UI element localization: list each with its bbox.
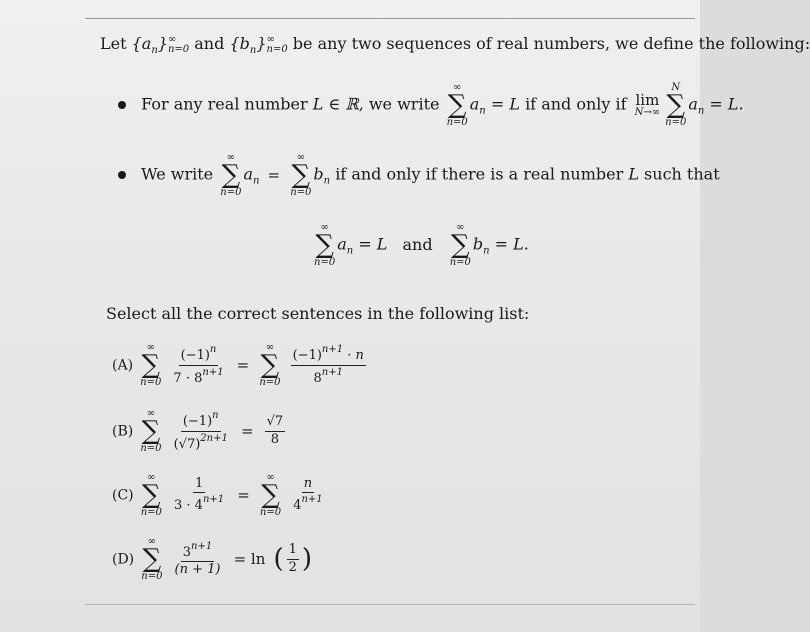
fraction: $\frac{1}{2}$: [288, 542, 297, 575]
intro-suffix: be any two sequences of real numbers, we define the following:: [292, 34, 810, 53]
fraction: $\frac{1}{3 \cdot 4^{n+1}}$: [174, 475, 225, 513]
bullet-dot-icon: [118, 101, 126, 109]
bullet2-L: L: [628, 164, 639, 184]
fraction: $\frac{3^{n+1}}{(n + 1)}$: [174, 540, 221, 577]
option-c[interactable]: (C) ∞ ∑ n=0 $\frac{1}{3 \cdot 4^{n+1}}$ = ∞ ∑ n=0 $\frac{n}{4^{n+1}}$: [112, 472, 323, 518]
sum-symbol: N ∑ n=0: [665, 82, 687, 128]
seq-a: $\{a_n\}$ ∞ n=0: [131, 33, 190, 56]
sum-symbol: ∞ ∑ n=0: [140, 472, 162, 518]
intro-and: and: [194, 34, 225, 53]
bullet2-text-3: such that: [644, 164, 720, 184]
display-equation: ∞ ∑ n=0 $a_n = L$ and ∞ ∑ n=0 $b_n = L$.: [314, 222, 529, 268]
intro-prefix: Let: [100, 34, 127, 53]
bullet2-text-2: if and only if there is a real number: [335, 164, 624, 184]
sum-symbol: ∞ ∑ n=0: [314, 222, 336, 268]
bullet1-text-2: , we write: [358, 94, 440, 114]
bullet1-text-1: For any real number: [141, 94, 308, 114]
bullet1-L-in-R: L ∈ ℝ: [312, 94, 359, 114]
option-b-label[interactable]: (B): [112, 423, 134, 440]
bullet-definition-2: We write ∞ ∑ n=0 $a_n$ = ∞ ∑ n=0 $b_n$ if and only if there is a real number L such that: [118, 152, 720, 198]
intro-line: [100, 34, 810, 56]
instruction-text: Select all the correct sentences in the following list:: [106, 304, 530, 323]
bullet1-eq-L: = L: [490, 94, 520, 114]
sum-symbol: ∞ ∑ n=0: [140, 408, 162, 454]
bottom-rule: [85, 604, 695, 605]
option-d-label[interactable]: (D): [112, 551, 135, 568]
fraction: $\frac{√7}{8}$: [266, 414, 284, 447]
fraction: $\frac{(-1)^n}{(√7)^{2n+1}}$: [173, 410, 228, 452]
fraction: $\frac{(-1)^n}{7 \cdot 8^{n+1}}$: [173, 344, 224, 386]
sum-symbol: ∞ ∑ n=0: [446, 82, 468, 128]
seq-b: $\{b_n\}$ ∞ n=0: [229, 33, 288, 56]
limit-operator: lim N→∞: [634, 90, 661, 118]
sum-symbol: ∞ ∑ n=0: [449, 222, 471, 268]
bullet-dot-icon: [118, 171, 126, 179]
sum-symbol: ∞ ∑ n=0: [259, 342, 281, 388]
fraction: $\frac{n}{4^{n+1}}$: [293, 475, 323, 513]
right-paren: ): [301, 544, 313, 574]
fraction: $\frac{(-1)^{n+1} \cdot n}{8^{n+1}}$: [292, 344, 364, 386]
sum-symbol: ∞ ∑ n=0: [141, 536, 163, 582]
option-b[interactable]: (B) ∞ ∑ n=0 $\frac{(-1)^n}{(√7)^{2n+1}}$ = $\frac{√7}{8}$: [112, 408, 284, 454]
bullet-definition-1: For any real number L ∈ ℝ, we write ∞ ∑ n=0 $a_n = L$ if and only if lim N→∞ N ∑ n=0 $a_n = L$.: [118, 82, 744, 128]
option-a-label[interactable]: (A): [112, 357, 134, 374]
top-rule: [85, 18, 695, 19]
option-c-label[interactable]: (C): [112, 487, 134, 504]
option-d[interactable]: (D) ∞ ∑ n=0 $\frac{3^{n+1}}{(n + 1)}$ = ln ( $\frac{1}{2}$ ): [112, 536, 313, 582]
sum-symbol: ∞ ∑ n=0: [220, 152, 242, 198]
left-paren: (: [273, 544, 284, 574]
bullet2-text-1: We write: [141, 164, 214, 184]
display-and: and: [402, 234, 433, 254]
bullet1-text-3: if and only if: [525, 94, 627, 114]
sum-symbol: ∞ ∑ n=0: [290, 152, 312, 198]
option-a[interactable]: (A) ∞ ∑ n=0 $\frac{(-1)^n}{7 \cdot 8^{n+1}}$ = ∞ ∑ n=0 $\frac{(-1)^{n+1} \cdot n}{8^{n+1}}$: [112, 342, 364, 388]
sum-symbol: ∞ ∑ n=0: [140, 342, 162, 388]
sum-symbol: ∞ ∑ n=0: [259, 472, 282, 518]
bullet1-eq-L2: = L.: [709, 94, 744, 114]
